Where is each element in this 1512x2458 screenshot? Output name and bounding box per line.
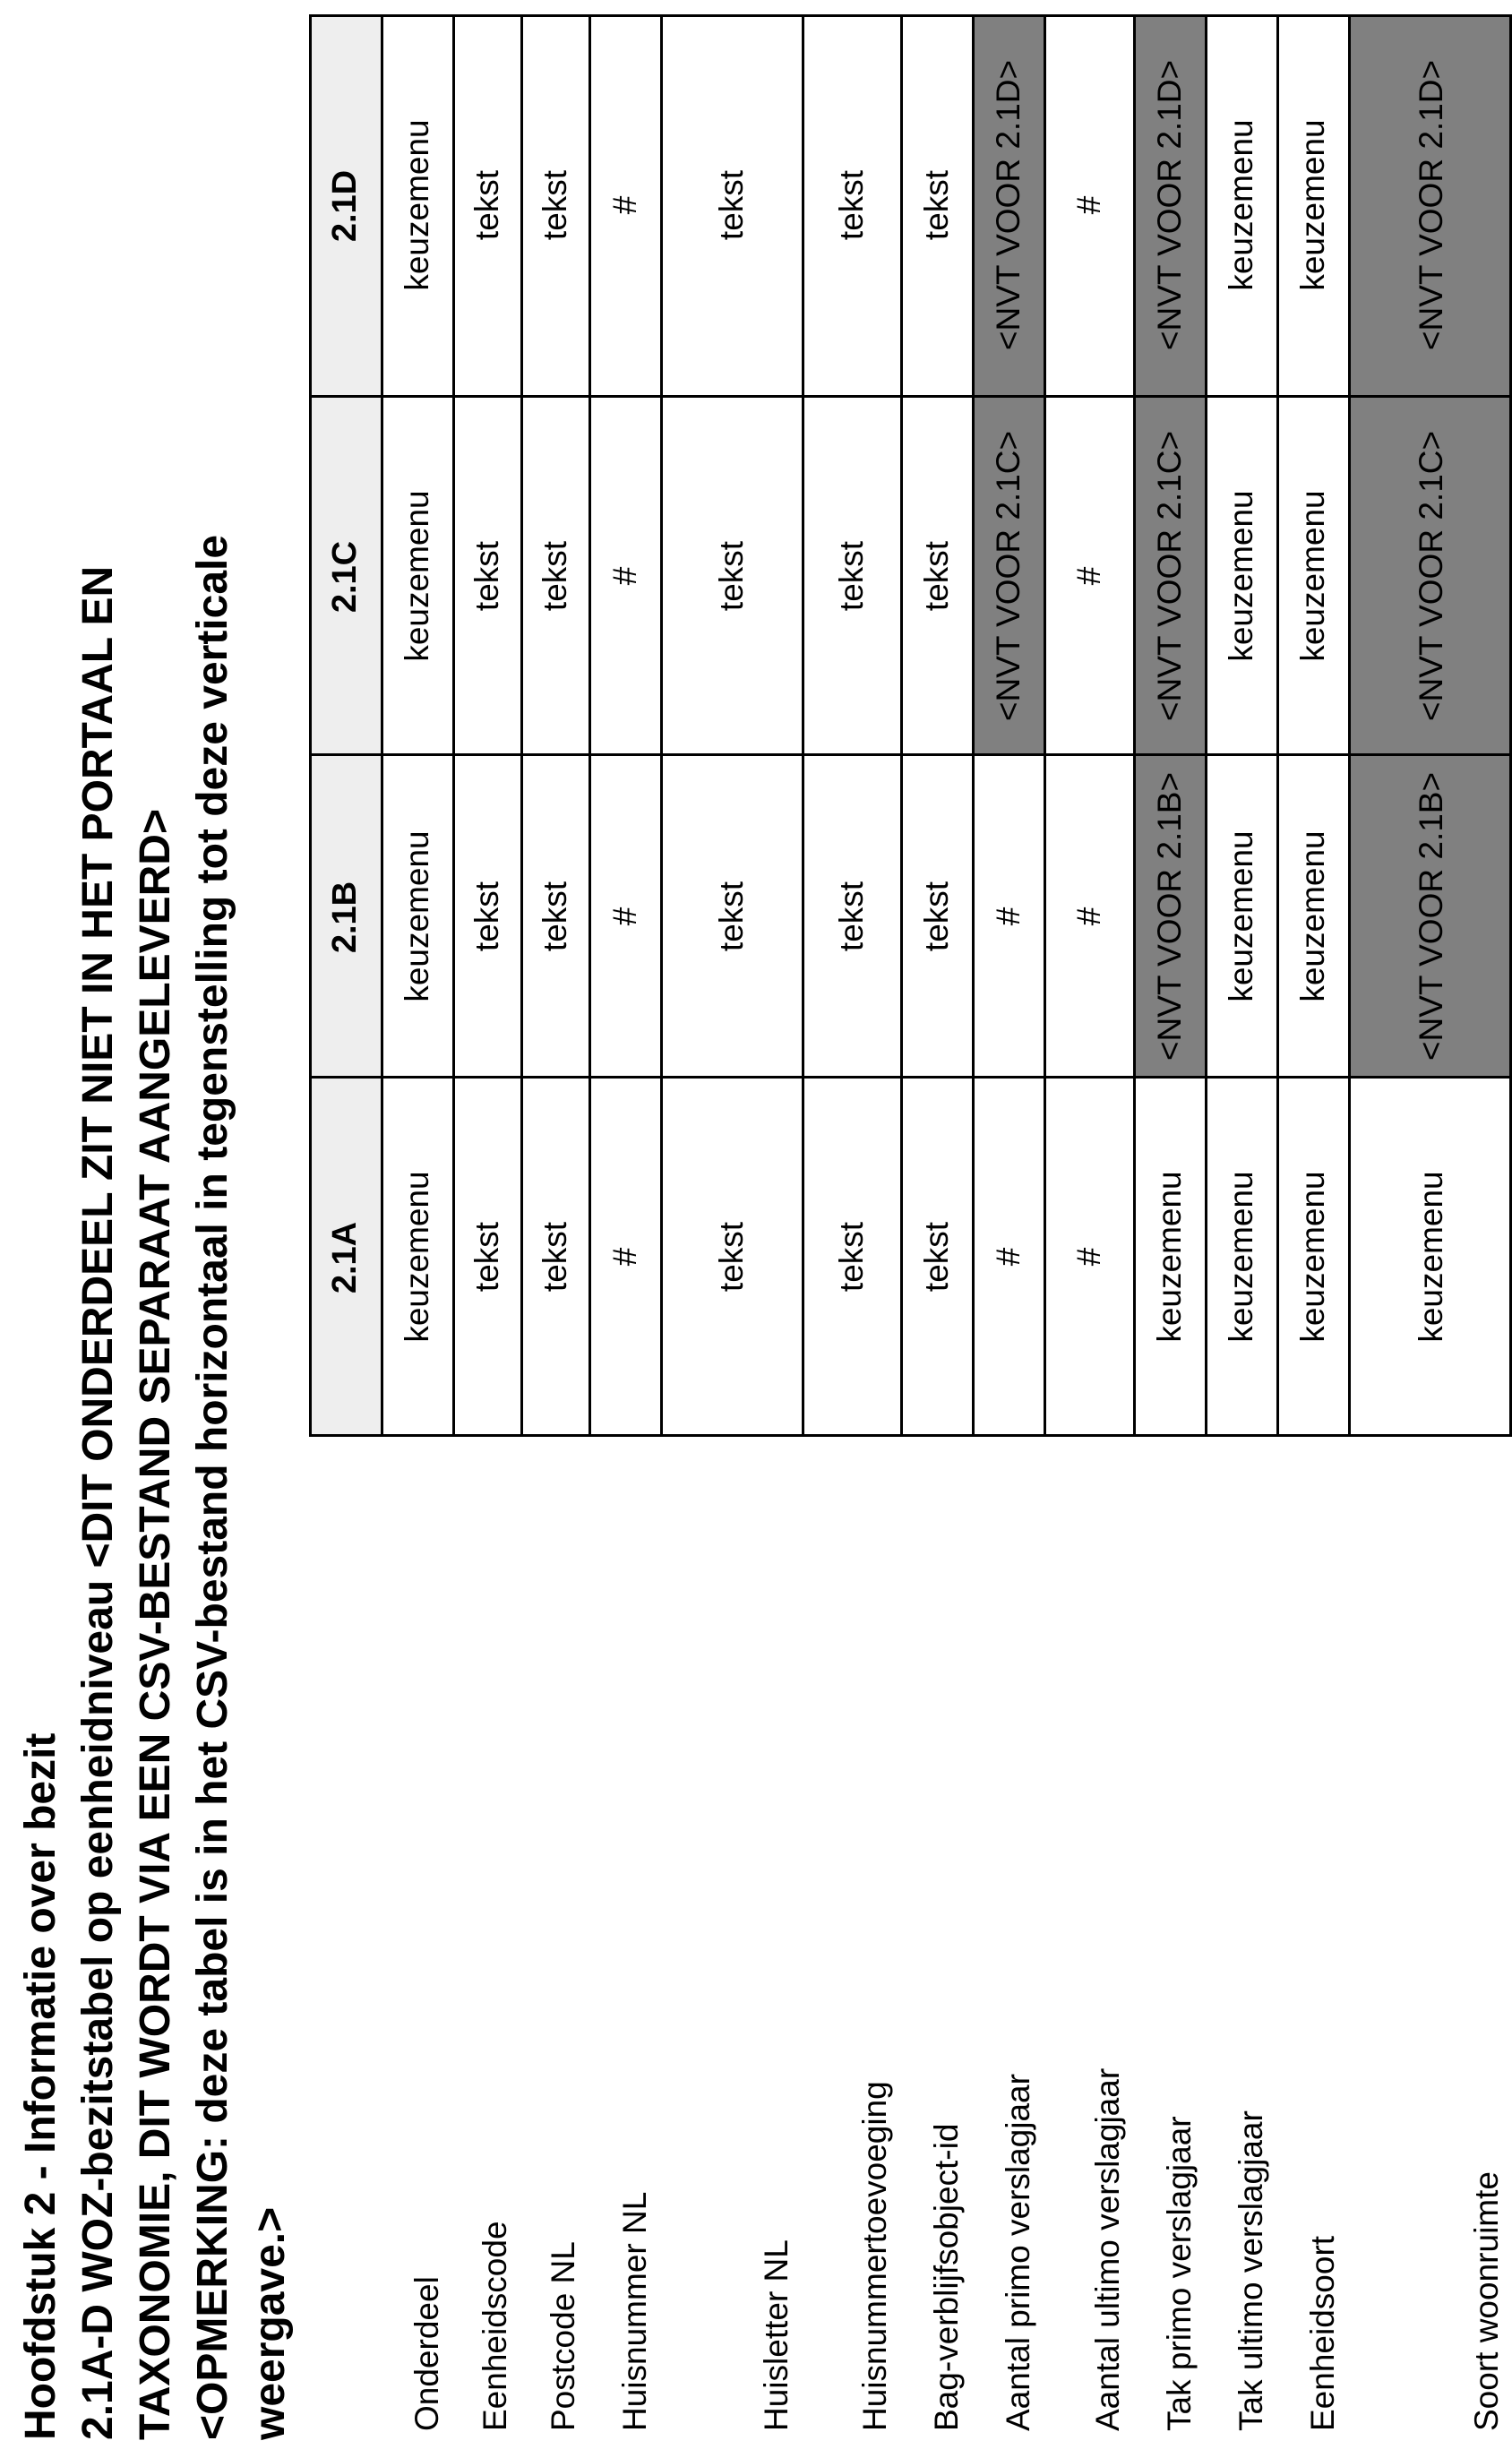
row-label: Aantal ultimo verslagjaar: [1089, 2067, 1126, 2431]
table-cell: #: [990, 1247, 1027, 1267]
table-row-divider: [660, 14, 663, 1437]
row-label: Aantal primo verslagjaar: [1000, 2074, 1036, 2431]
table-column-divider: [309, 395, 1512, 398]
not-applicable-cell: <NVT VOOR 2.1D>: [1350, 14, 1512, 396]
column-header: 2.1B: [326, 881, 364, 954]
table-cell: keuzemenu: [1294, 490, 1331, 662]
table-cell: keuzemenu: [1223, 490, 1259, 662]
table-row-divider: [381, 14, 383, 1437]
table-row-divider: [588, 14, 591, 1437]
table-cell: tekst: [918, 540, 955, 612]
row-label: Eenheidscode: [477, 2221, 513, 2431]
column-header: 2.1C: [326, 540, 364, 614]
table-row-divider: [1276, 14, 1279, 1437]
not-applicable-cell: <NVT VOOR 2.1D>: [974, 14, 1044, 396]
table-cell: tekst: [468, 169, 505, 241]
remark-note: <OPMERKING: deze tabel is in het CSV-bestand horizontaal in tegenstelling tot deze verticale: [189, 534, 236, 2440]
table-cell: tekst: [713, 881, 750, 952]
table-cell: keuzemenu: [399, 830, 435, 1002]
table-cell: keuzemenu: [399, 490, 435, 662]
row-label: Eenheidsoort: [1304, 2235, 1341, 2431]
table-cell: tekst: [833, 540, 870, 612]
section-title-continued: TAXONOMIE, DIT WORDT VIA EEN CSV-BESTAND SEPARAAT AANGELEVERD>: [132, 809, 179, 2440]
row-label: Huisletter NL: [758, 2239, 795, 2431]
table-cell: #: [990, 907, 1027, 926]
table-cell: tekst: [833, 881, 870, 952]
table-cell: tekst: [918, 169, 955, 241]
not-applicable-cell: <NVT VOOR 2.1D>: [1135, 14, 1205, 396]
table-row-divider: [1044, 14, 1046, 1437]
table-cell: keuzemenu: [1223, 830, 1259, 1002]
table-cell: #: [1070, 195, 1107, 215]
table-column-divider: [309, 14, 1512, 17]
table-cell: tekst: [833, 169, 870, 241]
table-row-divider: [309, 14, 312, 1437]
table-cell: keuzemenu: [1412, 1171, 1449, 1343]
table-row-divider: [900, 14, 903, 1437]
table-column-divider: [309, 1434, 1512, 1437]
row-label: Tak primo verslagjaar: [1161, 2116, 1198, 2431]
table-cell: tekst: [918, 881, 955, 952]
table-cell: keuzemenu: [1294, 119, 1331, 291]
table-cell: tekst: [713, 1221, 750, 1293]
table-row-divider: [1133, 14, 1136, 1437]
table-cell: #: [606, 195, 643, 215]
row-label: Onderdeel: [408, 2276, 445, 2431]
table-cell: tekst: [537, 540, 573, 612]
not-applicable-cell: <NVT VOOR 2.1B>: [1350, 756, 1512, 1077]
table-cell: #: [606, 566, 643, 586]
table-cell: #: [1070, 566, 1107, 586]
table-cell: #: [606, 1247, 643, 1267]
table-row-divider: [1205, 14, 1207, 1437]
remark-note-continued: weergave.>: [246, 2206, 294, 2440]
table-cell: tekst: [468, 540, 505, 612]
table-cell: tekst: [833, 1221, 870, 1293]
table-cell: keuzemenu: [1223, 119, 1259, 291]
document-heading: [13, 21, 299, 2440]
not-applicable-cell: <NVT VOOR 2.1B>: [1135, 756, 1205, 1077]
table-cell: tekst: [918, 1221, 955, 1293]
table-cell: tekst: [468, 1221, 505, 1293]
table-row-divider: [1348, 14, 1351, 1437]
row-label: Huisnummer NL: [616, 2191, 653, 2431]
row-label: Soort woonruimte: [1468, 2171, 1505, 2431]
table-row-divider: [520, 14, 523, 1437]
table-row-divider: [452, 14, 455, 1437]
table-column-divider: [309, 753, 1512, 756]
column-header: 2.1D: [326, 169, 364, 243]
table-row-divider: [802, 14, 804, 1437]
table-cell: #: [606, 907, 643, 926]
table-cell: keuzemenu: [399, 1171, 435, 1343]
table-cell: keuzemenu: [1223, 1171, 1259, 1343]
table-row-divider: [972, 14, 975, 1437]
table-cell: keuzemenu: [1151, 1171, 1188, 1343]
table-cell: keuzemenu: [399, 119, 435, 291]
not-applicable-cell: <NVT VOOR 2.1C>: [1350, 398, 1512, 754]
row-label: Bag-verblijfsobject-id: [928, 2123, 965, 2431]
row-label: Huisnummertoevoeging: [856, 2081, 893, 2431]
section-title: 2.1A-D WOZ-bezitstabel op eenheidniveau <DIT ONDERDEEL ZIT NIET IN HET PORTAAL EN: [74, 565, 122, 2440]
table-cell: #: [1070, 907, 1107, 926]
row-label: Tak ultimo verslagjaar: [1233, 2110, 1269, 2431]
table-cell: tekst: [713, 540, 750, 612]
table-cell: tekst: [537, 881, 573, 952]
table-cell: keuzemenu: [1294, 830, 1331, 1002]
table-cell: keuzemenu: [1294, 1171, 1331, 1343]
table-column-divider: [309, 1076, 1512, 1079]
chapter-title: Hoofdstuk 2 - Informatie over bezit: [17, 1732, 64, 2440]
table-cell: #: [1070, 1247, 1107, 1267]
not-applicable-cell: <NVT VOOR 2.1C>: [1135, 398, 1205, 754]
table-cell: tekst: [537, 169, 573, 241]
table-cell: tekst: [713, 169, 750, 241]
not-applicable-cell: <NVT VOOR 2.1C>: [974, 398, 1044, 754]
row-label: Postcode NL: [545, 2241, 581, 2431]
table-cell: tekst: [537, 1221, 573, 1293]
woz-bezitstabel: [309, 0, 1512, 2458]
table-cell: tekst: [468, 881, 505, 952]
column-header: 2.1A: [326, 1221, 364, 1294]
